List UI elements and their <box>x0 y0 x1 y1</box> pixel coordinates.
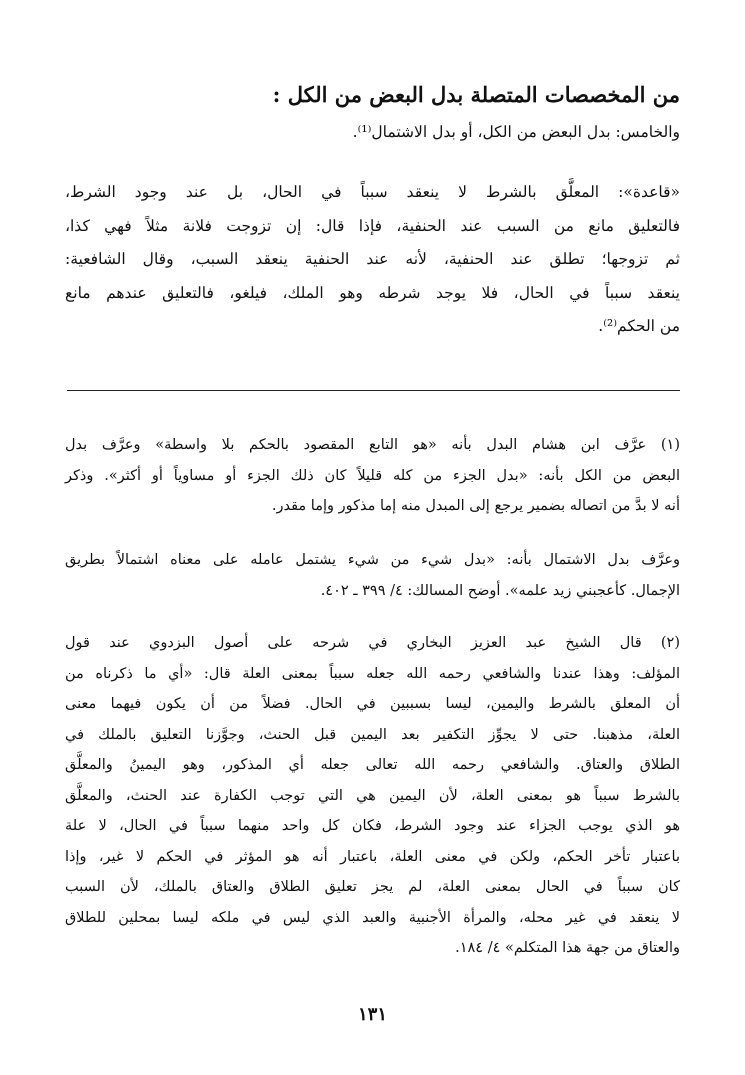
footnote-line: (٢) قال الشيخ عبد العزيز البخاري في شرحه على أصول البزدوي عند قول <box>65 635 680 651</box>
fifth-specifier-text: والخامس: بدل البعض من الكل، أو بدل الاشتمال⁽¹⁾. <box>352 123 680 141</box>
page-number: ١٣١ <box>357 1004 387 1025</box>
footnote-line: المؤلف: وهذا عندنا والشافعي رحمه الله جعله سبباً بمعنى العلة قال: «أي ما ذكرناه من <box>65 665 680 682</box>
footnote-line: لا ينعقد في غير محله، والمرأة الأجنبية والعبد الذي ليس في ملكه ليسا بمحلين للطلاق <box>65 909 680 926</box>
footnote-line: الإجمال. كأعجبني زيد علمه». أوضح المسالك: ٤/ ٣٩٩ ـ ٤٠٢. <box>320 582 680 599</box>
section-heading: من المخصصات المتصلة بدل البعض من الكل : <box>272 82 680 107</box>
rule-line: فالتعليق مانع من السبب عند الحنفية، فإذا قال: إن تزوجت فلانة مثلاً فهي كذا، <box>65 216 680 235</box>
footnote-line: أنه لا بدَّ من اتصاله بضمير يرجع إلى المبدل منه إما مذكور وإما مقدر. <box>271 498 680 514</box>
footnote-line: والعتاق من جهة هذا المتكلم» ٤/ ١٨٤. <box>455 940 680 956</box>
rule-line: ينعقد سبباً في الحال، فلا يوجد شرطه وهو الملك، فيلغو، فالتعليق عندهم مانع <box>65 283 680 302</box>
footnote-line: هو الذي يوجب الجزاء عند وجود الشرط، فكان كل واحد منهما سبباً في الحال، لا علة <box>65 818 680 834</box>
footnote-line: العلة، مذهبنا. حتى لا يجوِّز التكفير بعد اليمين قبل الحنث، وجوَّزنا التعليق بالملك في <box>65 726 680 743</box>
rule-line: «قاعدة»: المعلَّق بالشرط لا ينعقد سبباً في الحال، بل عند وجود الشرط، <box>65 183 680 201</box>
footnote-line: باعتبار تأخر الحكم، ولكن في معنى العلة، باعتبار أنه هو المؤثر في الحكم لا غير، وإذا <box>65 848 680 865</box>
footnote-line: أن المعلق بالشرط واليمين، ليسا بسببين في الحال. فضلاً من أن يكون فيهما معنى <box>65 696 680 712</box>
fifth-specifier-line <box>65 117 680 147</box>
footnote-line: كان سبباً في الحال بمعنى العلة، لم يجز تعليق الطلاق والعتاق بالملك، لأن السبب <box>65 879 680 895</box>
rule-paragraph <box>65 176 680 344</box>
rule-line: ثم تزوجها؛ تطلق عند الحنفية، لأنه عند الحنفية ينعقد السبب، وقال الشافعية: <box>65 250 680 268</box>
footnote-line: البعض من الكل بأنه: «بدل الجزء من كله قليلاً كان ذلك الجزء أو مساوياً أو أكثر». وذكر <box>65 467 680 484</box>
footnote-1 <box>65 430 680 522</box>
footnote-line: (١) عرَّف ابن هشام البدل بأنه «هو التابع المقصود بالحكم بلا واسطة» وعرَّف بدل <box>65 437 680 453</box>
footnote-1-continuation <box>65 545 680 606</box>
footnote-divider <box>67 390 680 391</box>
rule-line: من الحكم⁽²⁾. <box>598 317 680 335</box>
footnote-2 <box>65 628 680 964</box>
footnote-line: بالشرط سبباً هو بمعنى العلة، لأن اليمين هي التي توجب الكفارة عند الحنث، والمعلَّق <box>65 787 680 804</box>
footnote-line: الطلاق والعتاق. والشافعي رحمه الله تعالى جعله أي المذكور، وهو اليمينُ والمعلَّق <box>65 757 680 773</box>
footnote-line: وعرَّف بدل الاشتمال بأنه: «بدل شيء من شيء يشتمل عامله على معناه اشتمالاً بطريق <box>65 552 680 568</box>
